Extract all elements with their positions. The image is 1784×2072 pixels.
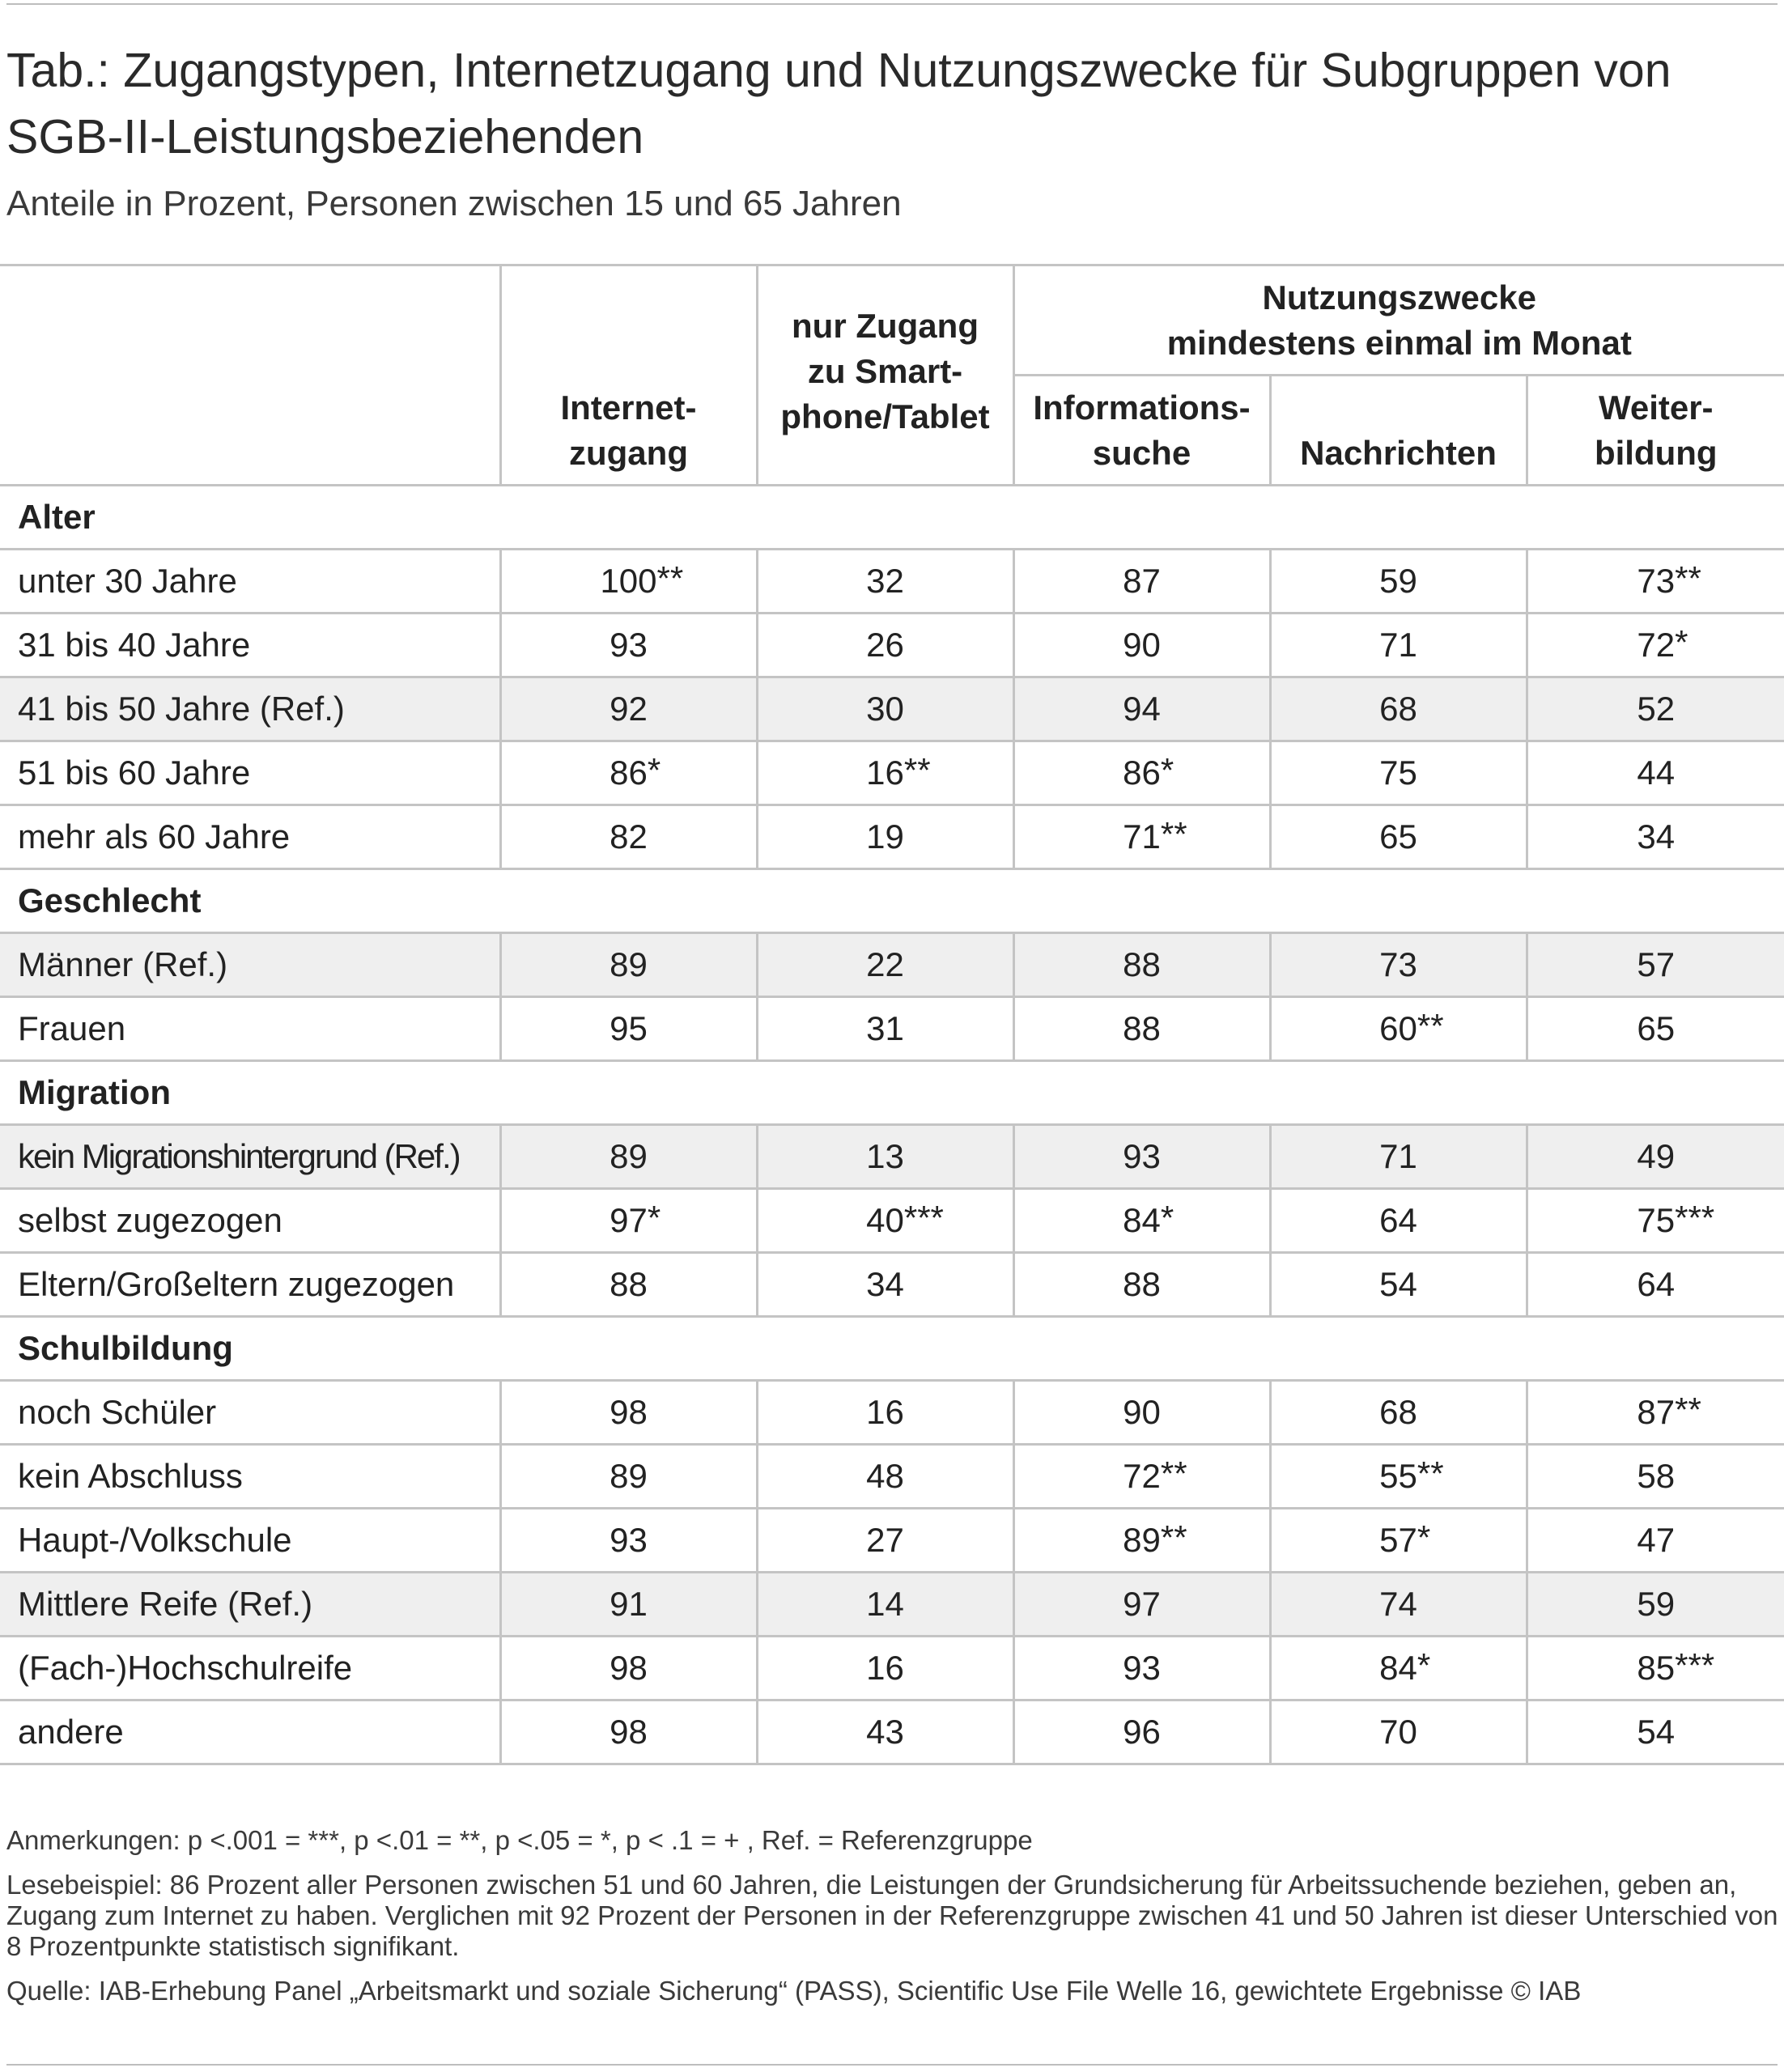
cell-value: 90 (1123, 1393, 1161, 1431)
cell-value: 65 (1637, 1009, 1676, 1047)
significance-marker: ** (656, 559, 684, 597)
section-row (0, 869, 1784, 933)
cell-value: 74 (1379, 1585, 1417, 1623)
table-row (0, 997, 1784, 1061)
cell-value: 65 (1379, 817, 1417, 856)
significance-marker: * (1417, 1646, 1431, 1684)
table-cell (500, 550, 757, 614)
table-row (0, 1637, 1784, 1700)
table-cell (500, 1445, 757, 1509)
table-cell (500, 805, 757, 869)
section-row (0, 1061, 1784, 1125)
table-cell (1013, 1700, 1270, 1764)
cell-value: 95 (610, 1009, 648, 1047)
table-cell (757, 614, 1013, 677)
row-label: 31 bis 40 Jahre (0, 614, 500, 677)
cell-value: 68 (1379, 690, 1417, 728)
notes-quelle: Quelle: IAB-Erhebung Panel „Arbeitsmarkt und soziale Sicherung“ (PASS), Scientific Use File Welle 16, gewichtete Ergebnisse © IAB (6, 1976, 1582, 2006)
cell-value: 22 (866, 945, 904, 983)
table-row (0, 1253, 1784, 1317)
significance-marker: *** (1675, 1646, 1715, 1684)
significance-marker: ** (1160, 815, 1187, 853)
cell-value: 89 (610, 1457, 648, 1495)
row-label: 51 bis 60 Jahre (0, 741, 500, 805)
top-divider (6, 3, 1778, 5)
table-cell (1527, 677, 1784, 741)
cell-value: 58 (1637, 1457, 1676, 1495)
table-cell (1270, 1509, 1527, 1573)
cell-value: 59 (1379, 562, 1417, 600)
table-cell (500, 1253, 757, 1317)
cell-value: 31 (866, 1009, 904, 1047)
table-cell (1270, 1189, 1527, 1253)
cell-value: 93 (1123, 1137, 1161, 1175)
row-label: noch Schüler (0, 1381, 500, 1445)
cell-value: 75 *** (1637, 1199, 1715, 1239)
table-title: Tab.: Zugangstypen, Internetzugang und Nutzungszwecke für Subgruppen von SGB-II-Leistungsbeziehenden (6, 44, 1671, 163)
table-cell (1527, 1125, 1784, 1189)
table-cell (500, 677, 757, 741)
table-cell (1013, 805, 1270, 869)
cell-value: 70 (1379, 1713, 1417, 1751)
cell-value: 13 (866, 1137, 904, 1175)
cell-value: 93 (610, 626, 648, 664)
table-row (0, 1381, 1784, 1445)
table-cell (1527, 997, 1784, 1061)
cell-value: 55 ** (1379, 1454, 1444, 1495)
table-cell (1527, 614, 1784, 677)
table-cell (1013, 997, 1270, 1061)
row-label: Männer (Ref.) (0, 933, 500, 997)
cell-value: 64 (1379, 1201, 1417, 1239)
table-cell (757, 1125, 1013, 1189)
group-header-nutzungszwecke: Nutzungszwecke mindestens einmal im Monat (1013, 265, 1784, 376)
table-cell (1527, 1253, 1784, 1317)
table-cell (757, 1253, 1013, 1317)
table-cell (1013, 1253, 1270, 1317)
header-empty-cell (0, 265, 500, 486)
significance-marker: * (1160, 1199, 1174, 1237)
cell-value: 92 (610, 690, 648, 728)
cell-value: 34 (1637, 817, 1676, 856)
significance-marker: *** (903, 1199, 944, 1237)
table-cell (1527, 933, 1784, 997)
table-cell (1527, 1700, 1784, 1764)
table-cell (757, 1445, 1013, 1509)
significance-marker: * (647, 1199, 661, 1237)
cell-value: 60 ** (1379, 1007, 1444, 1047)
cell-value: 59 (1637, 1585, 1676, 1623)
table-cell (1013, 1637, 1270, 1700)
section-title: Geschlecht (0, 869, 1784, 933)
table-cell (1270, 805, 1527, 869)
table-cell (757, 741, 1013, 805)
cell-value: 82 (610, 817, 648, 856)
table-row (0, 805, 1784, 869)
table-subtitle: Anteile in Prozent, Personen zwischen 15 und 65 Jahren (6, 184, 902, 223)
section-row (0, 486, 1784, 550)
significance-marker: ** (903, 751, 931, 789)
table-cell (1270, 1573, 1527, 1637)
table-cell (757, 1573, 1013, 1637)
table-cell (1270, 1700, 1527, 1764)
table-cell (757, 1189, 1013, 1253)
cell-value: 57 (1637, 945, 1676, 983)
cell-value: 16 ** (866, 751, 931, 792)
section-title: Migration (0, 1061, 1784, 1125)
table-row (0, 1509, 1784, 1573)
significance-marker: ** (1160, 1454, 1187, 1492)
cell-value: 71 (1379, 626, 1417, 664)
table-cell (757, 1637, 1013, 1700)
cell-value: 73 ** (1637, 559, 1701, 600)
col-header-smartphone-tablet: nur Zugang zu Smart- phone/Tablet (757, 265, 1013, 486)
table-cell (1270, 614, 1527, 677)
table-notes (6, 1823, 1779, 2009)
table-cell (1013, 550, 1270, 614)
table-row (0, 1189, 1784, 1253)
table-cell (500, 1509, 757, 1573)
table-row (0, 741, 1784, 805)
cell-value: 88 (1123, 945, 1161, 983)
table-cell (500, 1381, 757, 1445)
table-cell (500, 741, 757, 805)
section-title: Schulbildung (0, 1317, 1784, 1381)
cell-value: 89 (610, 945, 648, 983)
significance-marker: * (647, 751, 661, 789)
table-row (0, 1573, 1784, 1637)
data-table (0, 264, 1784, 1765)
cell-value: 89 ** (1123, 1518, 1187, 1559)
row-label: Haupt-/Volkschule (0, 1509, 500, 1573)
table-cell (1527, 1445, 1784, 1509)
table-cell (1270, 1637, 1527, 1700)
table-cell (757, 997, 1013, 1061)
cell-value: 57 * (1379, 1518, 1431, 1559)
significance-marker: ** (1675, 1391, 1701, 1429)
cell-value: 93 (1123, 1649, 1161, 1687)
cell-value: 32 (866, 562, 904, 600)
table-cell (500, 1125, 757, 1189)
row-label: Mittlere Reife (Ref.) (0, 1573, 500, 1637)
col-header-informationssuche: Informations- suche (1013, 376, 1270, 486)
table-cell (757, 677, 1013, 741)
table-cell (500, 1189, 757, 1253)
table-cell (500, 1700, 757, 1764)
cell-value: 27 (866, 1521, 904, 1559)
table-cell (1013, 614, 1270, 677)
cell-value: 48 (866, 1457, 904, 1495)
cell-value: 85 *** (1637, 1646, 1715, 1687)
significance-marker: * (1160, 751, 1174, 789)
table-cell (1270, 1445, 1527, 1509)
table-cell (757, 1700, 1013, 1764)
cell-value: 73 (1379, 945, 1417, 983)
cell-value: 93 (610, 1521, 648, 1559)
table-cell (757, 933, 1013, 997)
cell-value: 54 (1637, 1713, 1676, 1751)
cell-value: 43 (866, 1713, 904, 1751)
table-body (0, 486, 1784, 1764)
table-cell (1013, 1509, 1270, 1573)
cell-value: 96 (1123, 1713, 1161, 1751)
cell-value: 14 (866, 1585, 904, 1623)
table-cell (1527, 1381, 1784, 1445)
cell-value: 87 ** (1637, 1391, 1701, 1431)
cell-value: 30 (866, 690, 904, 728)
table-cell (1013, 741, 1270, 805)
cell-value: 98 (610, 1393, 648, 1431)
table-cell (1013, 1445, 1270, 1509)
table-cell (1270, 677, 1527, 741)
row-label: selbst zugezogen (0, 1189, 500, 1253)
cell-value: 47 (1637, 1521, 1676, 1559)
cell-value: 72 * (1637, 623, 1688, 664)
row-label: kein Abschluss (0, 1445, 500, 1509)
table-cell (757, 550, 1013, 614)
table-cell (500, 1637, 757, 1700)
significance-marker: ** (1675, 559, 1701, 597)
table-cell (1013, 1189, 1270, 1253)
table-cell (1527, 741, 1784, 805)
table-cell (500, 933, 757, 997)
cell-value: 100 ** (600, 559, 684, 600)
table-cell (1527, 550, 1784, 614)
table-row (0, 933, 1784, 997)
significance-marker: ** (1160, 1518, 1187, 1556)
cell-value: 54 (1379, 1265, 1417, 1303)
table-cell (1013, 677, 1270, 741)
cell-value: 72 ** (1123, 1454, 1187, 1495)
col-header-weiterbildung: Weiter- bildung (1527, 376, 1784, 486)
table-row (0, 1125, 1784, 1189)
table-cell (1013, 1381, 1270, 1445)
cell-value: 86 * (1123, 751, 1174, 792)
table-cell (500, 614, 757, 677)
table-cell (1527, 1509, 1784, 1573)
cell-value: 84 * (1379, 1646, 1431, 1687)
cell-value: 44 (1637, 754, 1676, 792)
cell-value: 75 (1379, 754, 1417, 792)
table-cell (500, 1573, 757, 1637)
significance-marker: * (1417, 1518, 1431, 1556)
cell-value: 98 (610, 1649, 648, 1687)
section-row (0, 1317, 1784, 1381)
significance-marker: * (1675, 623, 1688, 661)
cell-value: 97 * (610, 1199, 661, 1239)
row-label: 41 bis 50 Jahre (Ref.) (0, 677, 500, 741)
col-header-nachrichten: Nachrichten (1270, 376, 1527, 486)
cell-value: 52 (1637, 690, 1676, 728)
table-cell (1013, 933, 1270, 997)
cell-value: 98 (610, 1713, 648, 1751)
cell-value: 88 (1123, 1265, 1161, 1303)
table-cell (1270, 1125, 1527, 1189)
bottom-divider (6, 2064, 1778, 2066)
cell-value: 94 (1123, 690, 1161, 728)
table-cell (1270, 1381, 1527, 1445)
row-label: unter 30 Jahre (0, 550, 500, 614)
table-cell (1270, 741, 1527, 805)
cell-value: 88 (610, 1265, 648, 1303)
col-header-internetzugang: Internet- zugang (500, 265, 757, 486)
table-cell (1270, 1253, 1527, 1317)
cell-value: 84 * (1123, 1199, 1174, 1239)
row-label: andere (0, 1700, 500, 1764)
cell-value: 88 (1123, 1009, 1161, 1047)
cell-value: 40 *** (866, 1199, 944, 1239)
significance-marker: ** (1417, 1454, 1444, 1492)
cell-value: 68 (1379, 1393, 1417, 1431)
cell-value: 71 ** (1123, 815, 1187, 856)
significance-marker: *** (1675, 1199, 1715, 1237)
table-row (0, 614, 1784, 677)
row-label: (Fach-)Hochschulreife (0, 1637, 500, 1700)
cell-value: 16 (866, 1393, 904, 1431)
table-cell (1527, 1637, 1784, 1700)
table-row (0, 550, 1784, 614)
cell-value: 89 (610, 1137, 648, 1175)
table-cell (1527, 1189, 1784, 1253)
notes-anmerkungen: Anmerkungen: p <.001 = ***, p <.01 = **, p <.05 = *, p < .1 = + , Ref. = Referenzgruppe (6, 1825, 1033, 1855)
cell-value: 34 (866, 1265, 904, 1303)
cell-value: 87 (1123, 562, 1161, 600)
table-cell (757, 1381, 1013, 1445)
table-row (0, 677, 1784, 741)
row-label: Frauen (0, 997, 500, 1061)
cell-value: 19 (866, 817, 904, 856)
cell-value: 97 (1123, 1585, 1161, 1623)
cell-value: 71 (1379, 1137, 1417, 1175)
table-cell (1527, 805, 1784, 869)
table-cell (1270, 933, 1527, 997)
row-label: Eltern/Großeltern zugezogen (0, 1253, 500, 1317)
cell-value: 16 (866, 1649, 904, 1687)
section-title: Alter (0, 486, 1784, 550)
table-cell (757, 805, 1013, 869)
cell-value: 91 (610, 1585, 648, 1623)
table-row (0, 1700, 1784, 1764)
table-cell (1013, 1125, 1270, 1189)
cell-value: 86 * (610, 751, 661, 792)
row-label: kein Migrationshintergrund (Ref.) (0, 1125, 500, 1189)
table-cell (500, 997, 757, 1061)
notes-lesebeispiel: Lesebeispiel: 86 Prozent aller Personen zwischen 51 und 60 Jahren, die Leistungen der Grundsicherung für Arbeitssuchende beziehen, geben an, Zugang zum Internet zu haben. Verglichen mit 92 Prozent der Personen in der Referenzgruppe zwischen 41 und 50 Jahren ist dieser Unterschied von 8 Prozentpunkte statistisch signifikant. (6, 1870, 1778, 1961)
table-cell (1270, 997, 1527, 1061)
table-cell (1527, 1573, 1784, 1637)
significance-marker: ** (1417, 1007, 1444, 1045)
table-row (0, 1445, 1784, 1509)
cell-value: 49 (1637, 1137, 1676, 1175)
cell-value: 90 (1123, 626, 1161, 664)
table-cell (757, 1509, 1013, 1573)
table-cell (1013, 1573, 1270, 1637)
table-cell (1270, 550, 1527, 614)
row-label: mehr als 60 Jahre (0, 805, 500, 869)
cell-value: 64 (1637, 1265, 1676, 1303)
cell-value: 26 (866, 626, 904, 664)
